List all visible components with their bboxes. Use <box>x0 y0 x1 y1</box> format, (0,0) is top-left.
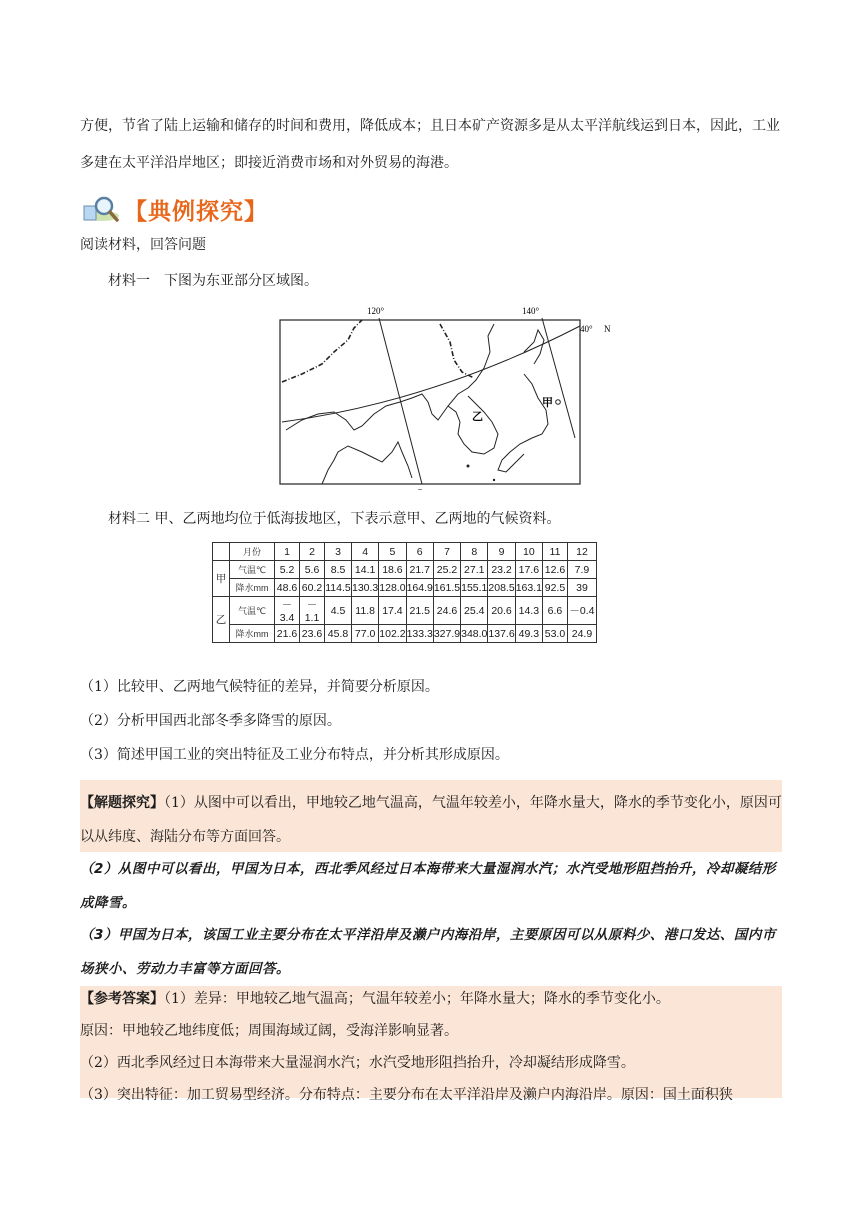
svg-text:~: ~ <box>418 487 423 494</box>
section-heading-text: 【典例探究】 <box>124 198 268 225</box>
longitude-120-label: 120° <box>367 306 385 316</box>
question-2: （2）分析甲国西北部冬季多降雪的原因。 <box>80 713 341 729</box>
table-header-row <box>213 543 597 561</box>
analysis-paragraph-3: （3）甲国为日本，该国工业主要分布在太平洋沿岸及濑户内海沿岸，主要原因可以从原料少、港口发达、国内市场狭小、劳动力丰富等方面回答。 <box>80 918 782 986</box>
question-1: （1）比较甲、乙两地气候特征的差异，并简要分析原因。 <box>80 679 439 695</box>
month-cell: 11 <box>542 543 567 561</box>
month-cell: 5 <box>379 543 406 561</box>
month-cell: 7 <box>433 543 460 561</box>
answer-line-2: 原因：甲地较乙地纬度低；周围海域辽阔，受海洋影响显著。 <box>80 1023 458 1039</box>
magnifier-icon <box>80 194 120 224</box>
instruction-text: 阅读材料，回答问题 <box>80 237 206 253</box>
map-frame <box>280 320 580 484</box>
month-cell: 2 <box>300 543 325 561</box>
table-row: 甲 气温℃ 5.2 5.6 8.5 14.1 18.6 21.7 25.2 27.1 23.2 17.6 12.6 7.9 <box>213 561 597 579</box>
material-one-text: 材料一 下图为东亚部分区域图。 <box>108 273 318 289</box>
table-row: 乙 气温℃ －3.4 －1.1 4.5 11.8 17.4 21.5 24.6 25.4 20.6 14.3 6.6 －0.4 <box>213 597 597 625</box>
analysis-label: 【解题探究】 <box>80 795 164 811</box>
table-row: 降水mm 21.6 23.6 45.8 77.0 102.2 133.3 327.9 348.0 137.6 49.3 53.0 24.9 <box>213 625 597 643</box>
answer-line-4: （3）突出特征：加工贸易型经济。分布特点：主要分布在太平洋沿岸及濑户内海沿岸。原因：国土面积狭 <box>80 1087 733 1103</box>
place-jia: 甲 <box>213 561 230 597</box>
month-cell: 1 <box>275 543 300 561</box>
analysis-paragraph-1: 【解题探究】（1）从图中可以看出，甲地较乙地气温高，气温年较差小，年降水量大，降水的季节变化小，原因可以从纬度、海陆分布等方面回答。 <box>80 795 782 845</box>
intro-paragraph: 方便，节省了陆上运输和储存的时间和费用，降低成本；且日本矿产资源多是从太平洋航线运到日本，因此，工业多建在太平洋沿岸地区；即接近消费市场和对外贸易的海港。 <box>80 118 780 171</box>
question-3: （3）简述甲国工业的突出特征及工业分布特点，并分析其形成原因。 <box>80 747 509 763</box>
month-cell: 9 <box>488 543 515 561</box>
month-cell: 6 <box>406 543 433 561</box>
answer-line-3: （2）西北季风经过日本海带来大量湿润水汽；水汽受地形阻挡抬升，冷却凝结形成降雪。 <box>80 1055 635 1071</box>
answer-label: 【参考答案】 <box>80 991 164 1007</box>
month-cell: 3 <box>325 543 352 561</box>
latitude-40-label: 40° <box>580 324 593 334</box>
north-label: N <box>604 324 611 334</box>
answer-line-1: 【参考答案】（1）差异：甲地较乙地气温高；气温年较差小；年降水量大；降水的季节变化小。 <box>80 991 670 1007</box>
analysis-paragraph-2: （2）从图中可以看出，甲国为日本，西北季风经过日本海带来大量湿润水汽；水汽受地形阻挡抬升，冷却凝结形成降雪。 <box>80 852 782 920</box>
longitude-140-label: 140° <box>522 306 540 316</box>
month-cell: 10 <box>515 543 542 561</box>
month-cell: 8 <box>461 543 488 561</box>
map-label-yi: 乙 <box>472 410 483 423</box>
table-row: 降水mm 48.6 60.2 114.5 130.3 128.0 164.9 161.5 155.1 208.5 163.1 92.5 39 <box>213 579 597 597</box>
map-label-jia: 甲 <box>542 396 553 409</box>
place-yi: 乙 <box>213 597 230 643</box>
month-cell: 12 <box>567 543 596 561</box>
east-asia-map <box>262 302 611 494</box>
section-heading <box>80 192 268 226</box>
material-two-text: 材料二 甲、乙两地均位于低海拔地区，下表示意甲、乙两地的气候资料。 <box>108 511 561 527</box>
climate-table <box>212 542 597 643</box>
month-header: 月份 <box>230 543 275 561</box>
month-cell: 4 <box>352 543 379 561</box>
